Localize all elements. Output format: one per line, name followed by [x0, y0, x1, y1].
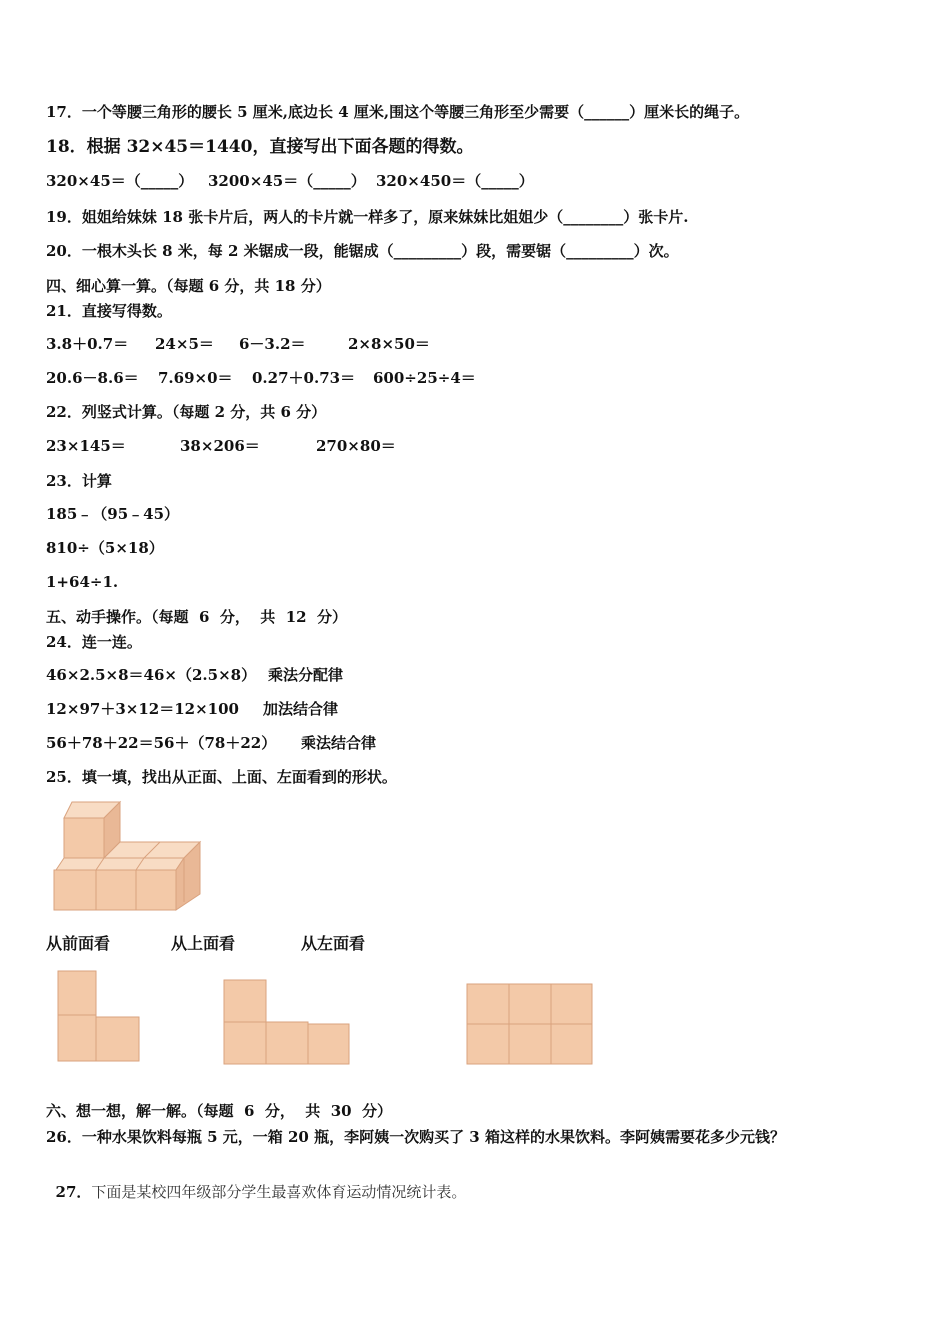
q18-item-1: 320×45＝（_____） [46, 172, 194, 190]
question-26: 26．一种水果饮料每瓶 5 元，一箱 20 瓶，李阿姨一次购买了 3 箱这样的水果饮料。李阿姨需要花多少元钱？ [46, 1128, 785, 1146]
question-27-text: 下面是某校四年级部分学生最喜欢体育运动情况统计表。 [91, 1183, 467, 1201]
q24-expr-2: 12×97＋3×12＝12×100 [46, 700, 239, 718]
q23-item-2: 810÷（5×18） [46, 539, 164, 557]
question-27-number: 27． [55, 1183, 92, 1201]
q21-r2-c4: 600÷25÷4＝ [373, 369, 476, 387]
question-22: 22．列竖式计算。（每题 2 分，共 6 分） [46, 403, 327, 421]
view-shape-2 [222, 978, 352, 1068]
view-label-front: 从前面看 [46, 934, 111, 953]
view-label-top: 从上面看 [171, 934, 236, 953]
q22-item-3: 270×80＝ [316, 437, 396, 455]
view-label-left: 从左面看 [301, 934, 366, 953]
section-5-heading: 五、动手操作。（每题 6 分， 共 12 分） [46, 608, 348, 626]
section-6-heading: 六、想一想，解一解。（每题 6 分， 共 30 分） [46, 1102, 393, 1120]
q22-item-2: 38×206＝ [180, 437, 260, 455]
question-20: 20．一根木头长 8 米，每 2 米锯成一段，能锯成（_________）段，需要锯（_________）次。 [46, 242, 679, 260]
q21-r2-c2: 7.69×0＝ [158, 369, 233, 387]
q24-law-2: 加法结合律 [263, 700, 339, 718]
question-21: 21．直接写得数。 [46, 302, 172, 320]
q24-expr-3: 56＋78＋22＝56＋（78＋22） [46, 734, 277, 752]
question-24: 24．连一连。 [46, 633, 142, 651]
question-17: 17．一个等腰三角形的腰长 5 厘米,底边长 4 厘米,围这个等腰三角形至少需要（______）厘米长的绳子。 [46, 103, 750, 121]
q21-r1-c4: 2×8×50＝ [348, 335, 430, 353]
cube-stack-figure [48, 800, 208, 912]
view-shape-3 [465, 982, 595, 1066]
q24-expr-1: 46×2.5×8＝46×（2.5×8） [46, 666, 257, 684]
q23-item-1: 185﹣（95﹣45） [46, 505, 180, 523]
q23-item-3: 1+64÷1. [46, 573, 119, 591]
question-18: 18．根据 32×45＝1440，直接写出下面各题的得数。 [46, 137, 474, 157]
q21-r2-c3: 0.27＋0.73＝ [252, 369, 356, 387]
q21-r2-c1: 20.6－8.6＝ [46, 369, 139, 387]
question-23: 23．计算 [46, 472, 112, 490]
q22-item-1: 23×145＝ [46, 437, 126, 455]
q21-r1-c3: 6－3.2＝ [239, 335, 306, 353]
q24-law-1: 乘法分配律 [268, 666, 344, 684]
view-shape-1 [56, 970, 142, 1064]
q21-r1-c2: 24×5＝ [155, 335, 214, 353]
q21-r1-c1: 3.8＋0.7＝ [46, 335, 129, 353]
q18-item-2: 3200×45＝（_____） [208, 172, 366, 190]
question-25: 25．填一填，找出从正面、上面、左面看到的形状。 [46, 768, 397, 786]
q18-item-3: 320×450＝（_____） [376, 172, 534, 190]
section-4-heading: 四、细心算一算。（每题 6 分，共 18 分） [46, 277, 331, 295]
question-19: 19．姐姐给妹妹 18 张卡片后，两人的卡片就一样多了，原来妹妹比姐姐少（________）张卡片. [46, 208, 689, 226]
q24-law-3: 乘法结合律 [301, 734, 377, 752]
